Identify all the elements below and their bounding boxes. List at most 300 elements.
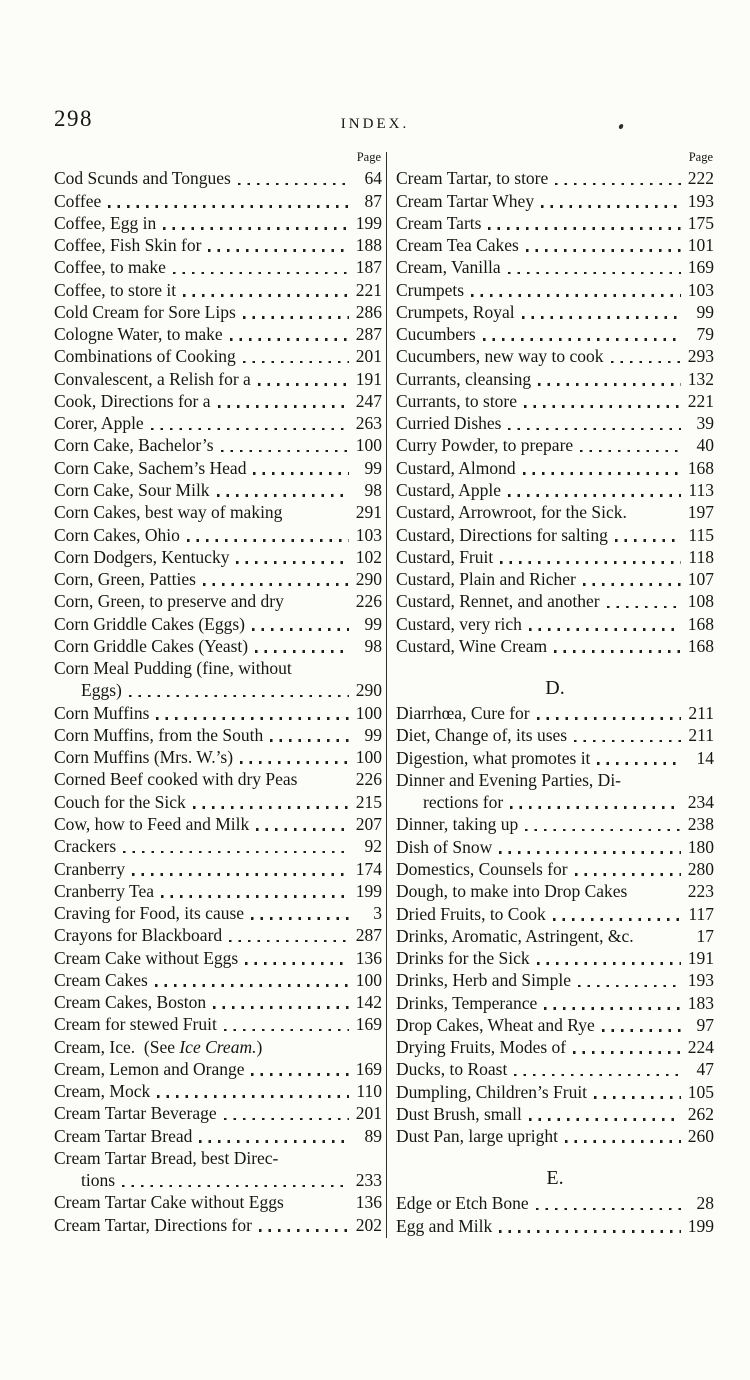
- entry-text: Ducks, to Roast: [396, 1059, 508, 1080]
- index-entry: [54, 234, 382, 256]
- entry-page: 226: [355, 591, 382, 612]
- entry-page: 40: [696, 435, 714, 456]
- leader-dots: [583, 583, 681, 586]
- leader-dots: [526, 249, 681, 252]
- leader-dots: [256, 828, 349, 831]
- index-entry: [54, 991, 382, 1013]
- index-entry: [396, 902, 714, 924]
- index-entry: [54, 1124, 382, 1146]
- entry-page: 290: [355, 680, 382, 701]
- index-entry: [396, 791, 714, 813]
- index-entry: [396, 590, 714, 612]
- entry-text: tions: [81, 1170, 116, 1191]
- entry-text: Craving for Food, its cause: [54, 903, 245, 924]
- entry-page: 221: [687, 390, 714, 411]
- leader-dots: [529, 1118, 681, 1121]
- entry-page: 117: [688, 903, 714, 924]
- index-entry: [396, 813, 714, 835]
- column-page-label: Page: [356, 150, 381, 164]
- leader-dots: [508, 494, 681, 497]
- leader-dots: [611, 361, 681, 364]
- index-entries-right: [396, 167, 714, 1237]
- entry-text: Cook, Directions for a: [54, 390, 211, 411]
- leader-dots: [488, 227, 681, 230]
- leader-dots: [471, 294, 681, 297]
- entry-text: Custard, Wine Cream: [396, 635, 548, 656]
- leader-dots: [536, 1208, 681, 1211]
- entry-page: 175: [687, 212, 714, 233]
- index-entry: [54, 345, 382, 367]
- entry-page: 97: [696, 1014, 714, 1035]
- index-entry: [54, 189, 382, 211]
- leader-dots: [544, 1007, 681, 1010]
- entry-page: 202: [355, 1214, 382, 1235]
- leader-dots: [193, 806, 349, 809]
- entry-text: Dish of Snow: [396, 836, 493, 857]
- entry-text: Drinks, Aromatic, Astringent, &c.: [396, 925, 634, 946]
- index-entry: [54, 323, 382, 345]
- entry-page: 221: [355, 279, 382, 300]
- index-entry: [54, 1213, 382, 1235]
- entry-text: Dinner, taking up: [396, 814, 519, 835]
- entry-text: Dried Fruits, to Cook: [396, 903, 546, 924]
- entry-text: Curry Powder, to prepare: [396, 435, 574, 456]
- entry-page: 168: [687, 613, 714, 634]
- entry-text: Dough, to make into Drop Cakes: [396, 881, 628, 902]
- index-entry: [396, 412, 714, 434]
- leader-dots: [574, 740, 681, 743]
- entry-text: Corn Cakes, Ohio: [54, 524, 180, 545]
- leader-dots: [199, 1140, 349, 1143]
- index-entry: [396, 769, 714, 791]
- entry-text: Cream, Ice. (See Ice Cream.): [54, 1036, 263, 1057]
- entry-page: 211: [688, 725, 714, 746]
- entry-text: Drinks for the Sick: [396, 948, 530, 969]
- entry-page: 142: [355, 992, 382, 1013]
- entry-text: Coffee, to make: [54, 257, 166, 278]
- entry-text: Cranberry: [54, 858, 125, 879]
- entry-text: Egg and Milk: [396, 1215, 493, 1236]
- leader-dots: [253, 472, 349, 475]
- leader-dots: [122, 1185, 349, 1188]
- leader-dots: [514, 1074, 681, 1077]
- index-entry: [54, 724, 382, 746]
- entry-page: 222: [687, 168, 714, 189]
- entry-text: Cream Cakes: [54, 969, 148, 990]
- entry-text: Cream Tartar Cake without Eggs: [54, 1192, 284, 1213]
- index-entry: [54, 546, 382, 568]
- entry-text: Curried Dishes: [396, 413, 502, 434]
- entry-text: Edge or Etch Bone: [396, 1193, 529, 1214]
- index-entry: [396, 1214, 714, 1236]
- entry-text: Coffee: [54, 190, 102, 211]
- entry-text: Cucumbers: [396, 324, 476, 345]
- entry-page: 238: [687, 814, 714, 835]
- entry-text: Coffee, Fish Skin for: [54, 235, 202, 256]
- index-entry: [54, 701, 382, 723]
- index-entry: [54, 301, 382, 323]
- entry-page: 103: [687, 279, 714, 300]
- entry-text: Cream Cakes, Boston: [54, 992, 207, 1013]
- index-entry: [54, 1013, 382, 1035]
- leader-dots: [537, 717, 681, 720]
- entry-page: 287: [355, 925, 382, 946]
- entry-page: 201: [355, 1103, 382, 1124]
- index-entry: [396, 969, 714, 991]
- leader-dots: [525, 829, 681, 832]
- entry-page: 191: [355, 368, 382, 389]
- entry-page: 47: [696, 1059, 714, 1080]
- index-entry: [54, 256, 382, 278]
- entry-page: 188: [355, 235, 382, 256]
- entry-page: 110: [356, 1081, 382, 1102]
- leader-dots: [238, 183, 349, 186]
- leader-dots: [580, 450, 681, 453]
- page-number-folio: 298: [54, 106, 93, 131]
- index-columns: [54, 150, 714, 1237]
- running-head: INDEX.: [340, 116, 410, 132]
- entry-page: 211: [688, 703, 714, 724]
- entry-text: Corn Cake, Bachelor’s: [54, 435, 214, 456]
- entry-page: 168: [687, 457, 714, 478]
- entry-text: Corn Muffins, from the South: [54, 724, 264, 745]
- index-entry: [396, 880, 714, 902]
- index-entry: [396, 947, 714, 969]
- entry-text: rections for: [423, 792, 504, 813]
- entry-text: Coffee, to store it: [54, 279, 177, 300]
- leader-dots: [508, 272, 681, 275]
- entry-page: 187: [355, 257, 382, 278]
- leader-dots: [157, 1095, 349, 1098]
- entry-text: Corned Beef cooked with dry Peas: [54, 769, 298, 790]
- index-entry: [396, 434, 714, 456]
- index-entry: [396, 1103, 714, 1125]
- leader-dots: [251, 917, 349, 920]
- entry-text: Corn Cake, Sour Milk: [54, 479, 210, 500]
- index-entry: [54, 412, 382, 434]
- entry-page: 168: [687, 635, 714, 656]
- entry-text: Cream Tea Cakes: [396, 235, 519, 256]
- index-entry: [396, 323, 714, 345]
- entry-page: 118: [688, 546, 714, 567]
- index-entry: [396, 256, 714, 278]
- entry-text: Cream for stewed Fruit: [54, 1014, 217, 1035]
- index-entry: [396, 635, 714, 657]
- leader-dots: [483, 338, 681, 341]
- entry-text: Diarrhœa, Cure for: [396, 703, 530, 724]
- entry-text: Cream, Vanilla: [396, 257, 501, 278]
- entry-text: Custard, Directions for salting: [396, 524, 608, 545]
- entry-page: 17: [696, 925, 714, 946]
- entry-text: Crayons for Blackboard: [54, 925, 223, 946]
- index-entry: [396, 278, 714, 300]
- entry-page: 100: [355, 702, 382, 723]
- entry-page: 233: [355, 1170, 382, 1191]
- leader-dots: [594, 1096, 681, 1099]
- entry-page: 100: [355, 969, 382, 990]
- entry-page: 64: [364, 168, 382, 189]
- leader-dots: [155, 984, 349, 987]
- entry-text: Custard, very rich: [396, 613, 522, 634]
- index-entry: [54, 1102, 382, 1124]
- entry-page: 193: [687, 970, 714, 991]
- leader-dots: [510, 806, 681, 809]
- leader-dots: [529, 628, 681, 631]
- entry-page: 197: [687, 502, 714, 523]
- entry-text: Corn Muffins: [54, 702, 150, 723]
- leader-dots: [499, 851, 681, 854]
- leader-dots: [522, 316, 681, 319]
- index-entry: [54, 568, 382, 590]
- leader-dots: [230, 338, 349, 341]
- entry-page: 169: [355, 1058, 382, 1079]
- leader-dots: [243, 361, 349, 364]
- index-entry: [54, 501, 382, 523]
- entry-page: 99: [364, 613, 382, 634]
- index-entry: [54, 1080, 382, 1102]
- leader-dots: [163, 227, 349, 230]
- index-entry: [54, 1147, 382, 1169]
- entry-page: 207: [355, 813, 382, 834]
- leader-dots: [151, 428, 349, 431]
- index-entry: [54, 479, 382, 501]
- leader-dots: [575, 873, 681, 876]
- entry-page: 199: [355, 880, 382, 901]
- index-entry: [396, 1036, 714, 1058]
- entry-page: 99: [364, 457, 382, 478]
- leader-dots: [187, 539, 349, 542]
- entry-text: Cod Scunds and Tongues: [54, 168, 231, 189]
- entry-page: 14: [696, 747, 714, 768]
- entry-text: Dumpling, Children’s Fruit: [396, 1081, 588, 1102]
- entry-page: 105: [687, 1081, 714, 1102]
- entry-text: Corn Griddle Cakes (Yeast): [54, 635, 249, 656]
- leader-dots: [236, 561, 349, 564]
- entry-page: 115: [688, 524, 714, 545]
- entry-page: 234: [687, 792, 714, 813]
- entry-page: 215: [355, 791, 382, 812]
- index-entry: [54, 167, 382, 189]
- entry-text: Custard, Fruit: [396, 546, 494, 567]
- index-entry: [396, 501, 714, 523]
- index-entry: [54, 946, 382, 968]
- index-entry: [54, 456, 382, 478]
- index-entry: [396, 546, 714, 568]
- leader-dots: [251, 1073, 349, 1076]
- index-entry: [54, 212, 382, 234]
- index-entry: [54, 523, 382, 545]
- entry-text: Cream Tartar Bread, best Direc-: [54, 1147, 279, 1168]
- leader-dots: [508, 428, 681, 431]
- entry-text: Eggs): [81, 680, 122, 701]
- leader-dots: [500, 561, 681, 564]
- entry-text: Cream Tartar, to store: [396, 168, 549, 189]
- entry-page: 199: [355, 212, 382, 233]
- entry-text: Corn, Green, Patties: [54, 569, 196, 590]
- index-entry: [54, 679, 382, 701]
- index-entry: [396, 1192, 714, 1214]
- entry-text: Crumpets, Royal: [396, 301, 515, 322]
- index-entry: [396, 1080, 714, 1102]
- index-entry: [396, 189, 714, 211]
- index-entry: [54, 1058, 382, 1080]
- index-entry: [396, 612, 714, 634]
- section-letter: D.: [545, 676, 565, 699]
- leader-dots: [538, 383, 681, 386]
- leader-dots: [213, 1006, 349, 1009]
- entry-page: 262: [687, 1103, 714, 1124]
- entry-text: Cologne Water, to make: [54, 324, 223, 345]
- entry-text: Drinks, Herb and Simple: [396, 970, 571, 991]
- entry-text: Corn Dodgers, Kentucky: [54, 546, 230, 567]
- entry-text: Digestion, what promotes it: [396, 747, 591, 768]
- index-entry: [396, 858, 714, 880]
- leader-dots: [132, 873, 349, 876]
- index-entry: [54, 746, 382, 768]
- entry-page: 103: [355, 524, 382, 545]
- index-entry: [396, 234, 714, 256]
- column-page-label: Page: [688, 150, 713, 164]
- entry-page: 89: [364, 1125, 382, 1146]
- entry-page: 169: [687, 257, 714, 278]
- entry-text: Crackers: [54, 836, 117, 857]
- leader-dots: [208, 249, 349, 252]
- entry-text: Coffee, Egg in: [54, 212, 157, 233]
- entry-page: 98: [364, 479, 382, 500]
- entry-text: Cream Tartar, Directions for: [54, 1214, 252, 1235]
- leader-dots: [221, 450, 349, 453]
- index-entry: [54, 857, 382, 879]
- entry-page: 99: [364, 724, 382, 745]
- entry-page: 260: [687, 1126, 714, 1147]
- entry-text: Corer, Apple: [54, 413, 144, 434]
- entry-text: Corn Cake, Sachem’s Head: [54, 457, 247, 478]
- entry-text: Drop Cakes, Wheat and Rye: [396, 1014, 595, 1035]
- entry-page: 98: [364, 635, 382, 656]
- index-entry: [54, 924, 382, 946]
- entry-page: 223: [687, 881, 714, 902]
- entry-page: 169: [355, 1014, 382, 1035]
- entry-text: Diet, Change of, its uses: [396, 725, 568, 746]
- leader-dots: [108, 205, 349, 208]
- entry-page: 113: [688, 479, 714, 500]
- entry-page: 136: [355, 947, 382, 968]
- entry-text: Custard, Arrowroot, for the Sick.: [396, 502, 627, 523]
- leader-dots: [245, 962, 349, 965]
- leader-dots: [555, 183, 681, 186]
- entry-text: Cranberry Tea: [54, 880, 155, 901]
- entry-page: 87: [364, 190, 382, 211]
- index-entry: [54, 813, 382, 835]
- leader-dots: [243, 316, 349, 319]
- entry-text: Drying Fruits, Modes of: [396, 1037, 567, 1058]
- entry-page: 286: [355, 301, 382, 322]
- entry-page: 280: [687, 858, 714, 879]
- index-entry: [396, 1058, 714, 1080]
- leader-dots: [270, 739, 349, 742]
- leader-dots: [183, 294, 349, 297]
- entry-text: Corn Muffins (Mrs. W.’s): [54, 747, 234, 768]
- index-entry: [396, 835, 714, 857]
- entry-text: Dust Brush, small: [396, 1103, 522, 1124]
- entry-page: 102: [355, 546, 382, 567]
- leader-dots: [252, 628, 349, 631]
- index-entry: [396, 390, 714, 412]
- entry-text: Cream Tartar Bread: [54, 1125, 193, 1146]
- index-entry: [54, 590, 382, 612]
- entry-text: Currants, cleansing: [396, 368, 532, 389]
- index-entry: [396, 1125, 714, 1147]
- entry-page: 183: [687, 992, 714, 1013]
- entry-text: Custard, Plain and Richer: [396, 569, 576, 590]
- entry-page: 28: [696, 1193, 714, 1214]
- leader-dots: [541, 205, 681, 208]
- index-entry: [54, 790, 382, 812]
- leader-dots: [217, 494, 349, 497]
- entry-text: Corn Meal Pudding (fine, without: [54, 658, 292, 679]
- entry-page: 174: [355, 858, 382, 879]
- leader-dots: [578, 985, 681, 988]
- entry-page: 79: [696, 324, 714, 345]
- entry-text: Cream, Lemon and Orange: [54, 1058, 245, 1079]
- entry-page: 180: [687, 836, 714, 857]
- index-entry: [396, 523, 714, 545]
- index-entry: [54, 768, 382, 790]
- index-entry: [54, 635, 382, 657]
- entry-text: Cucumbers, new way to cook: [396, 346, 604, 367]
- entry-page: 193: [687, 190, 714, 211]
- entry-text: Cow, how to Feed and Milk: [54, 813, 250, 834]
- entry-text: Custard, Rennet, and another: [396, 591, 600, 612]
- entry-page: 226: [355, 769, 382, 790]
- entry-text: Cream, Mock: [54, 1081, 151, 1102]
- leader-dots: [523, 472, 681, 475]
- entry-page: 3: [373, 903, 382, 924]
- entry-text: Couch for the Sick: [54, 791, 186, 812]
- entry-page: 107: [687, 569, 714, 590]
- entry-text: Cream Cake without Eggs: [54, 947, 239, 968]
- index-entry: [54, 434, 382, 456]
- index-entry: [54, 902, 382, 924]
- leader-dots: [173, 272, 349, 275]
- index-entry: [396, 479, 714, 501]
- index-entry: [396, 724, 714, 746]
- index-entry: [54, 278, 382, 300]
- leader-dots: [224, 1118, 349, 1121]
- entry-text: Cream Tarts: [396, 212, 482, 233]
- leader-dots: [259, 1229, 349, 1232]
- leader-dots: [229, 940, 349, 943]
- leader-dots: [615, 539, 681, 542]
- entry-page: 293: [687, 346, 714, 367]
- entry-page: 136: [355, 1192, 382, 1213]
- leader-dots: [161, 895, 349, 898]
- entry-text: Convalescent, a Relish for a: [54, 368, 251, 389]
- entry-page: 92: [364, 836, 382, 857]
- entry-text: Custard, Almond: [396, 457, 516, 478]
- entry-page: 290: [355, 569, 382, 590]
- entry-page: 191: [687, 948, 714, 969]
- entry-text: Cold Cream for Sore Lips: [54, 301, 236, 322]
- leader-dots: [255, 650, 349, 653]
- entry-page: 132: [687, 368, 714, 389]
- entry-text: Cream Tartar Beverage: [54, 1103, 217, 1124]
- entry-text: Domestics, Counsels for: [396, 858, 568, 879]
- entry-page: 101: [687, 235, 714, 256]
- entry-page: 108: [687, 591, 714, 612]
- leader-dots: [218, 405, 350, 408]
- index-entry: [396, 456, 714, 478]
